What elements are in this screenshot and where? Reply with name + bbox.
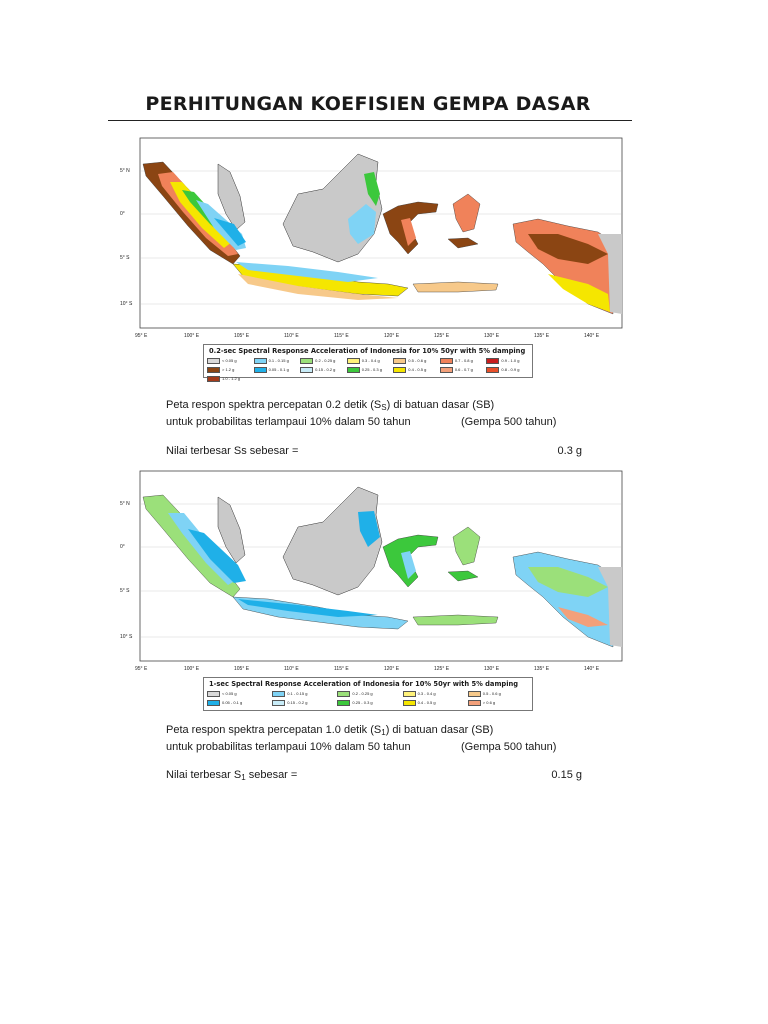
legend-item bbox=[440, 367, 483, 373]
lon-label: 130° E bbox=[484, 666, 500, 672]
lon-label: 125° E bbox=[434, 333, 450, 339]
caption-subscript: 1 bbox=[381, 728, 386, 737]
lon-label: 95° E bbox=[135, 333, 148, 339]
indonesia-map-svg bbox=[118, 134, 618, 339]
legend-title: 1-sec Spectral Response Acceleration of Indonesia for 10% 50yr with 5% damping bbox=[209, 680, 519, 688]
legend-swatch bbox=[347, 367, 360, 373]
legend-swatch bbox=[207, 358, 220, 364]
legend-label: 0.7 - 0.8 g bbox=[454, 358, 473, 363]
legend-label: 0.8 - 0.9 g bbox=[501, 367, 520, 372]
legend-swatch bbox=[403, 691, 416, 697]
legend-label: 0.1 - 0.15 g bbox=[268, 358, 289, 363]
lat-label: 0° bbox=[120, 544, 125, 550]
legend-swatch bbox=[207, 691, 220, 697]
legend-label: 0.15 - 0.2 g bbox=[315, 367, 336, 372]
map1-caption-line1 bbox=[166, 399, 494, 412]
legend-item bbox=[403, 700, 464, 706]
legend-item bbox=[272, 691, 333, 697]
legend-item bbox=[207, 700, 268, 706]
legend-item bbox=[300, 358, 343, 364]
legend-label: 0.05 - 0.1 g bbox=[268, 367, 289, 372]
caption-text: ) di batuan dasar (SB) bbox=[386, 399, 495, 411]
lat-label: 5° S bbox=[120, 255, 130, 261]
legend-label: < 0.05 g bbox=[222, 358, 237, 363]
caption-text: Peta respon spektra percepatan 1.0 detik (S bbox=[166, 724, 382, 736]
legend-label: 1.0 - 1.2 g bbox=[222, 376, 241, 381]
lon-label: 100° E bbox=[184, 666, 200, 672]
lon-label: 130° E bbox=[484, 333, 500, 339]
lon-label: 100° E bbox=[184, 333, 200, 339]
legend-swatch bbox=[337, 691, 350, 697]
legend-label: 0.05 - 0.1 g bbox=[222, 700, 243, 705]
legend-swatch bbox=[486, 367, 499, 373]
legend-swatch bbox=[468, 691, 481, 697]
legend-grid bbox=[207, 691, 529, 706]
legend-item bbox=[254, 358, 297, 364]
map-1sec-spectral bbox=[118, 467, 618, 672]
legend-item bbox=[272, 700, 333, 706]
legend-label: 0.3 - 0.4 g bbox=[417, 691, 436, 696]
legend-item bbox=[337, 691, 398, 697]
legend-swatch bbox=[207, 367, 220, 373]
caption-subscript: S bbox=[381, 403, 387, 412]
lon-label: 110° E bbox=[284, 666, 299, 672]
legend-item bbox=[347, 358, 390, 364]
lon-label: 120° E bbox=[384, 666, 400, 672]
map2-legend bbox=[203, 677, 533, 711]
legend-swatch bbox=[207, 700, 220, 706]
legend-item bbox=[254, 367, 297, 373]
value-label-subscript: 1 bbox=[241, 773, 246, 782]
map1-caption-line2: untuk probabilitas terlampaui 10% dalam 50 tahun bbox=[166, 416, 411, 428]
page-title: PERHITUNGAN KOEFISIEN GEMPA DASAR bbox=[145, 93, 591, 115]
legend-item bbox=[300, 367, 343, 373]
legend-item bbox=[207, 691, 268, 697]
lon-label: 135° E bbox=[534, 666, 550, 672]
lon-label: 115° E bbox=[334, 666, 349, 672]
lon-label: 95° E bbox=[135, 666, 148, 672]
legend-item bbox=[207, 367, 250, 373]
legend-title: 0.2-sec Spectral Response Acceleration of Indonesia for 10% 50yr with 5% damping bbox=[209, 347, 526, 355]
map2-caption-line2: untuk probabilitas terlampaui 10% dalam 50 tahun bbox=[166, 741, 411, 753]
map1-caption-return-period: (Gempa 500 tahun) bbox=[461, 416, 557, 428]
lat-label: 5° N bbox=[120, 168, 130, 174]
lon-labels bbox=[135, 333, 600, 339]
lat-labels bbox=[120, 501, 133, 640]
legend-label: 0.1 - 0.15 g bbox=[287, 691, 308, 696]
value-label-text: Nilai terbesar S bbox=[166, 769, 242, 781]
legend-label: 0.3 - 0.4 g bbox=[361, 358, 380, 363]
lat-label: 0° bbox=[120, 211, 125, 217]
legend-item bbox=[393, 358, 436, 364]
legend-item bbox=[207, 376, 250, 382]
legend-label: 0.5 - 0.6 g bbox=[482, 691, 501, 696]
legend-swatch bbox=[440, 358, 453, 364]
lon-label: 140° E bbox=[584, 666, 600, 672]
lon-label: 120° E bbox=[384, 333, 400, 339]
map1-value-label: Nilai terbesar Ss sebesar = bbox=[166, 445, 299, 457]
map1-legend bbox=[203, 344, 533, 381]
legend-item bbox=[207, 358, 250, 364]
legend-swatch bbox=[300, 358, 313, 364]
legend-item bbox=[486, 358, 529, 364]
lat-label: 5° S bbox=[120, 588, 130, 594]
title-underline bbox=[108, 120, 632, 121]
lat-label: 10° S bbox=[120, 301, 133, 307]
legend-swatch bbox=[393, 367, 406, 373]
nusa-tenggara bbox=[413, 615, 498, 625]
legend-item bbox=[347, 367, 390, 373]
ss-value: 0.3 g bbox=[557, 445, 582, 457]
legend-label: 0.4 - 0.5 g bbox=[417, 700, 436, 705]
legend-item bbox=[403, 691, 464, 697]
lon-label: 115° E bbox=[334, 333, 349, 339]
lon-label: 140° E bbox=[584, 333, 600, 339]
legend-label: < 0.05 g bbox=[222, 691, 237, 696]
legend-swatch bbox=[272, 700, 285, 706]
map-0.2sec-spectral bbox=[118, 134, 618, 339]
legend-label: > 0.6 g bbox=[482, 700, 496, 705]
legend-label: 0.2 - 0.25 g bbox=[315, 358, 336, 363]
s1-value: 0.15 g bbox=[551, 769, 582, 781]
legend-swatch bbox=[207, 376, 220, 382]
legend-swatch bbox=[403, 700, 416, 706]
legend-swatch bbox=[254, 358, 267, 364]
lon-label: 135° E bbox=[534, 333, 550, 339]
legend-item bbox=[393, 367, 436, 373]
legend-label: 0.25 - 0.3 g bbox=[352, 700, 373, 705]
legend-item bbox=[468, 691, 529, 697]
legend-swatch bbox=[300, 367, 313, 373]
legend-item bbox=[486, 367, 529, 373]
legend-label: 0.6 - 0.7 g bbox=[454, 367, 473, 372]
legend-swatch bbox=[272, 691, 285, 697]
lat-label: 10° S bbox=[120, 634, 133, 640]
lon-labels bbox=[135, 666, 600, 672]
legend-label: 0.25 - 0.3 g bbox=[361, 367, 382, 372]
legend-grid bbox=[207, 358, 529, 382]
legend-swatch bbox=[486, 358, 499, 364]
lon-label: 105° E bbox=[234, 666, 250, 672]
legend-item bbox=[468, 700, 529, 706]
lat-label: 5° N bbox=[120, 501, 130, 507]
caption-text: Peta respon spektra percepatan 0.2 detik (S bbox=[166, 399, 382, 411]
value-label-text: sebesar = bbox=[245, 769, 298, 781]
legend-label: > 1.2 g bbox=[222, 367, 235, 372]
legend-swatch bbox=[468, 700, 481, 706]
legend-label: 0.4 - 0.5 g bbox=[408, 367, 427, 372]
legend-swatch bbox=[347, 358, 360, 364]
legend-swatch bbox=[337, 700, 350, 706]
lon-label: 125° E bbox=[434, 666, 450, 672]
lat-labels bbox=[120, 168, 133, 307]
caption-text: ) di batuan dasar (SB) bbox=[385, 724, 494, 736]
legend-swatch bbox=[254, 367, 267, 373]
map2-caption-return-period: (Gempa 500 tahun) bbox=[461, 741, 557, 753]
map2-caption-line1 bbox=[166, 724, 493, 737]
map2-value-label bbox=[166, 769, 297, 782]
legend-swatch bbox=[393, 358, 406, 364]
indonesia-map-svg bbox=[118, 467, 618, 672]
legend-swatch bbox=[440, 367, 453, 373]
legend-item bbox=[440, 358, 483, 364]
lon-label: 105° E bbox=[234, 333, 250, 339]
legend-label: 0.2 - 0.25 g bbox=[352, 691, 373, 696]
legend-label: 0.5 - 0.6 g bbox=[408, 358, 427, 363]
lon-label: 110° E bbox=[284, 333, 299, 339]
nusa-tenggara bbox=[413, 282, 498, 292]
legend-label: 0.15 - 0.2 g bbox=[287, 700, 308, 705]
legend-label: 0.9 - 1.0 g bbox=[501, 358, 520, 363]
legend-item bbox=[337, 700, 398, 706]
